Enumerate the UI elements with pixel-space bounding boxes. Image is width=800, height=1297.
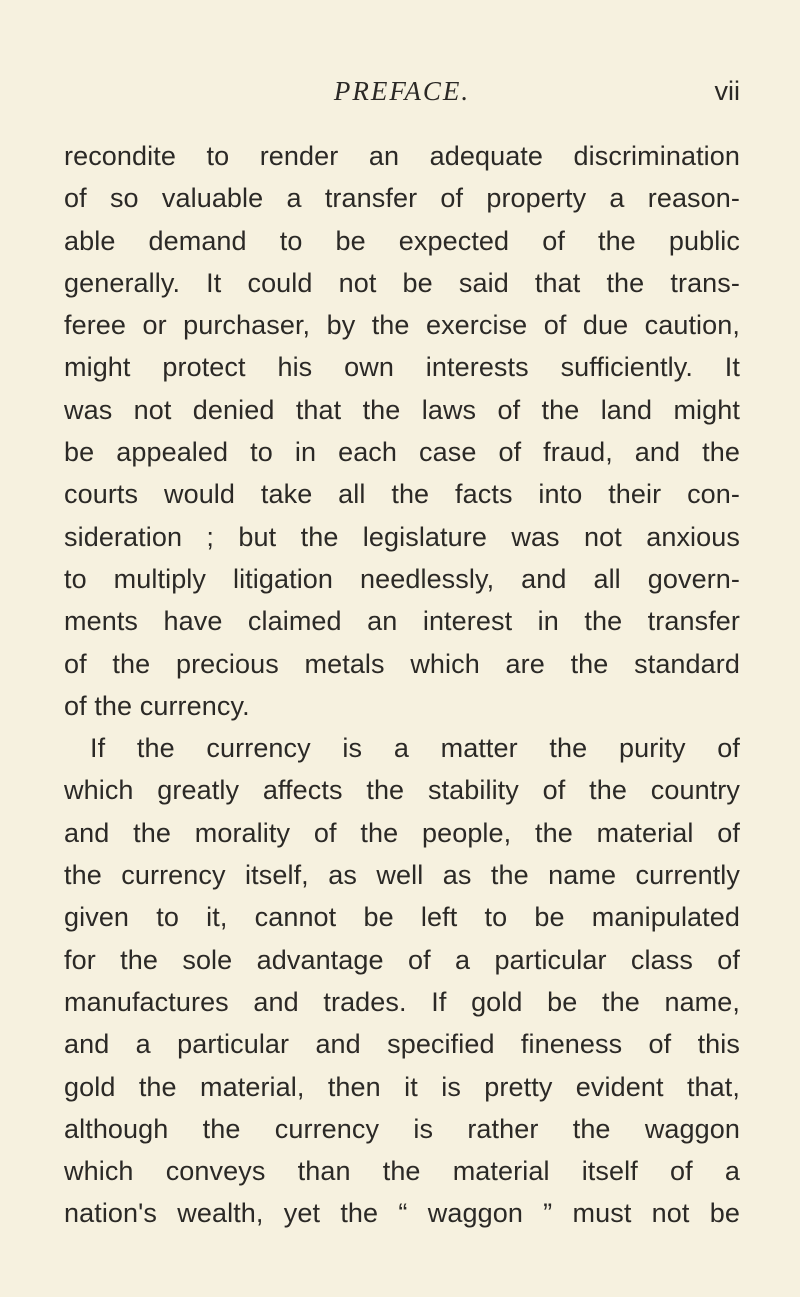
text-line: nation's wealth, yet the “ waggon ” must not be bbox=[64, 1198, 740, 1229]
text-line: of the precious metals which are the standard bbox=[64, 648, 740, 679]
text-line: able demand to be expected of the public bbox=[64, 225, 740, 256]
text-line: might protect his own interests sufficiently. It bbox=[64, 352, 740, 383]
text-line: If the currency is a matter the purity of bbox=[90, 733, 740, 764]
text-line: which greatly affects the stability of the country bbox=[64, 775, 740, 806]
text-line: manufactures and trades. If gold be the name, bbox=[64, 986, 740, 1017]
text-line: for the sole advantage of a particular class of bbox=[64, 944, 740, 975]
page-number: vii bbox=[714, 76, 740, 106]
paragraph-1 bbox=[64, 135, 740, 727]
text-line: the currency itself, as well as the name currently bbox=[64, 860, 740, 891]
text-line: to multiply litigation needlessly, and all govern- bbox=[64, 563, 740, 594]
text-line: recondite to render an adequate discrimination bbox=[64, 141, 740, 171]
text-line: and a particular and specified fineness of this bbox=[64, 1029, 740, 1060]
text-line: of the currency. bbox=[64, 690, 250, 721]
text-line: generally. It could not be said that the trans- bbox=[64, 267, 740, 298]
running-title: PREFACE. bbox=[333, 76, 471, 106]
text-line: feree or purchaser, by the exercise of due caution, bbox=[64, 310, 740, 341]
text-line: courts would take all the facts into their con- bbox=[64, 479, 740, 510]
paragraph-2 bbox=[64, 727, 740, 1235]
text-line: sideration ; but the legislature was not anxious bbox=[64, 521, 740, 552]
text-line: ments have claimed an interest in the transfer bbox=[64, 606, 740, 637]
running-head bbox=[64, 72, 740, 112]
text-line: although the currency is rather the waggon bbox=[64, 1113, 740, 1144]
text-line: was not denied that the laws of the land might bbox=[64, 394, 740, 425]
text-line: which conveys than the material itself of a bbox=[64, 1156, 740, 1187]
text-line: be appealed to in each case of fraud, and the bbox=[64, 437, 740, 468]
text-line: given to it, cannot be left to be manipulated bbox=[64, 902, 740, 933]
body-text bbox=[64, 135, 740, 1235]
text-line: gold the material, then it is pretty evident that, bbox=[64, 1071, 740, 1102]
text-line: of so valuable a transfer of property a reason- bbox=[64, 183, 740, 214]
text-line: and the morality of the people, the material of bbox=[64, 817, 740, 848]
